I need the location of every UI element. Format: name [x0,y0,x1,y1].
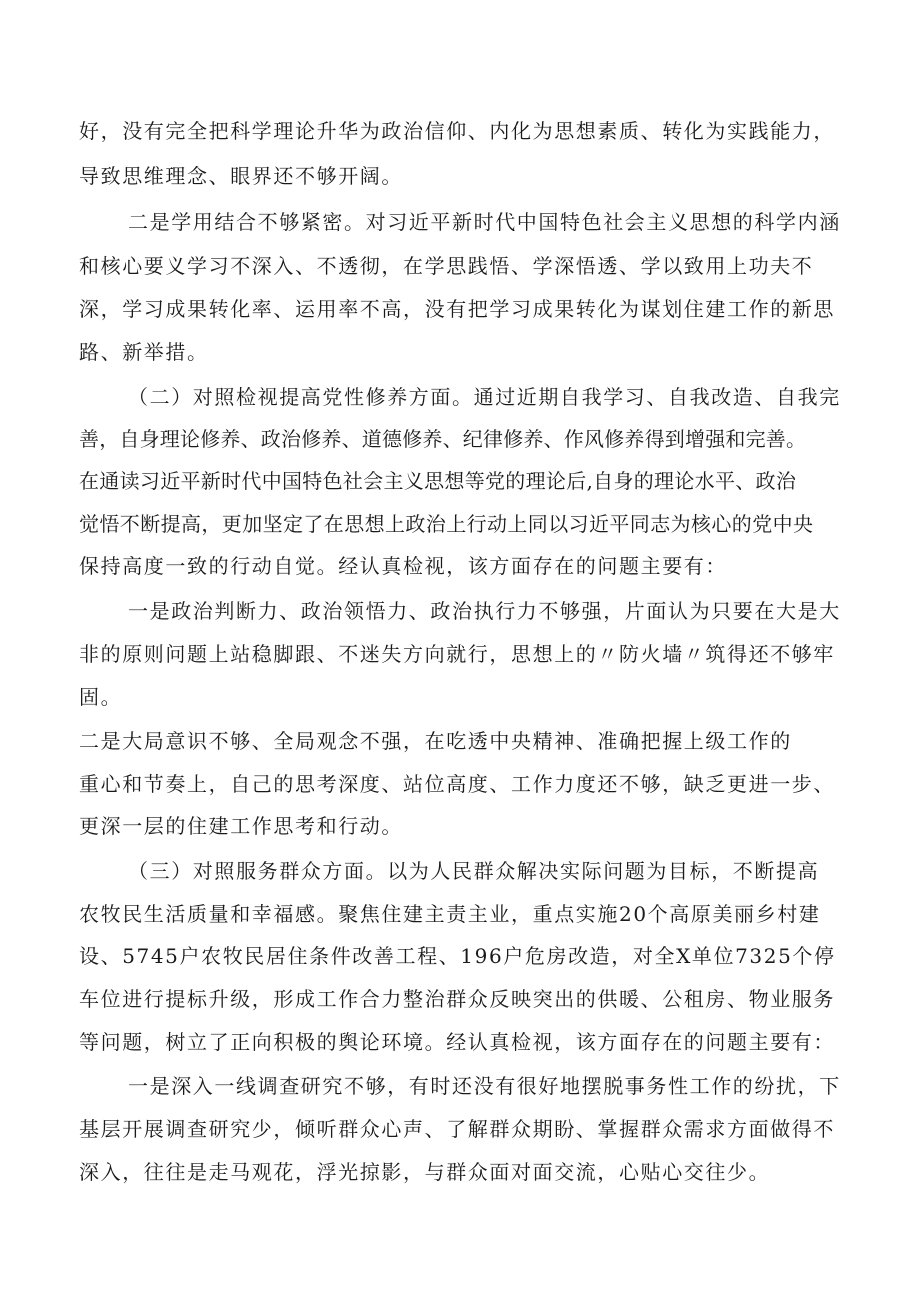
text-line: 好，没有完全把科学理论升华为政治信仰、内化为思想素质、转化为实践能力， [79,119,835,143]
text-line: 重心和节奏上，自己的思考深度、站位高度、工作力度还不够，缺乏更进一步、 [79,772,835,796]
text-line: 基层开展调查研究少，倾听群众心声、了解群众期盼、掌握群众需求方面做得不 [79,1117,835,1141]
text-line: 更深一层的住建工作思考和行动。 [79,814,403,838]
text-line: 路、新举措。 [79,340,209,364]
text-line: 觉悟不断提高，更加坚定了在思想上政治上行动上同以习近平同志为核心的党中央 [79,512,814,536]
paragraph-start-line: （三）对照服务群众方面。以为人民群众解决实际问题为目标，不断提高 [128,859,820,883]
paragraph-start-line: （二）对照检视提高党性修养方面。通过近期自我学习、自我改造、自我完 [128,385,841,409]
paragraph-start-line: 一是深入一线调查研究不够，有时还没有很好地摆脱事务性工作的纷扰，下 [128,1074,841,1098]
text-line: 设、5745户农牧民居住条件改善工程、196户危房改造，对全X单位7325个停 [79,944,836,968]
text-line: 深入，往往是走马观花，浮光掠影，与群众面对面交流，心贴心交往少。 [79,1160,771,1184]
text-line: 和核心要义学习不深入、不透彻，在学思践悟、学深悟透、学以致用上功夫不 [79,254,814,278]
text-line: 等问题，树立了正向积极的舆论环境。经认真检视，该方面存在的问题主要有： [79,1030,835,1054]
paragraph-start-line: 二是学用结合不够紧密。对习近平新时代中国特色社会主义思想的科学内涵 [128,210,841,234]
text-line: 善，自身理论修养、政治修养、道德修养、纪律修养、作风修养得到增强和完善。 [79,427,807,451]
paragraph-start-line: 一是政治判断力、政治领悟力、政治执行力不够强，片面认为只要在大是大 [128,599,841,623]
text-line: 导致思维理念、眼界还不够开阔。 [79,164,403,188]
text-line: 农牧民生活质量和幸福感。聚焦住建主责主业，重点实施20个高原美丽乡村建 [79,902,821,926]
text-line: 固。 [79,685,123,709]
text-line: 保持高度一致的行动自觉。经认真检视，该方面存在的问题主要有： [79,554,727,578]
text-line: 深，学习成果转化率、运用率不高，没有把学习成果转化为谋划住建工作的新思 [79,297,835,321]
text-line: 非的原则问题上站稳脚跟、不迷失方向就行，思想上的〃防火墙〃筑得还不够牢 [79,642,835,666]
text-line: 车位进行提标升级，形成工作合力整治群众反映突出的供暖、公租房、物业服务 [79,987,835,1011]
paragraph-start-line: 二是大局意识不够、全局观念不强，在吃透中央精神、准确把握上级工作的 [79,729,792,753]
text-line: 在通读习近平新时代中国特色社会主义思想等党的理论后,自身的理论水平、政治 [79,469,797,493]
